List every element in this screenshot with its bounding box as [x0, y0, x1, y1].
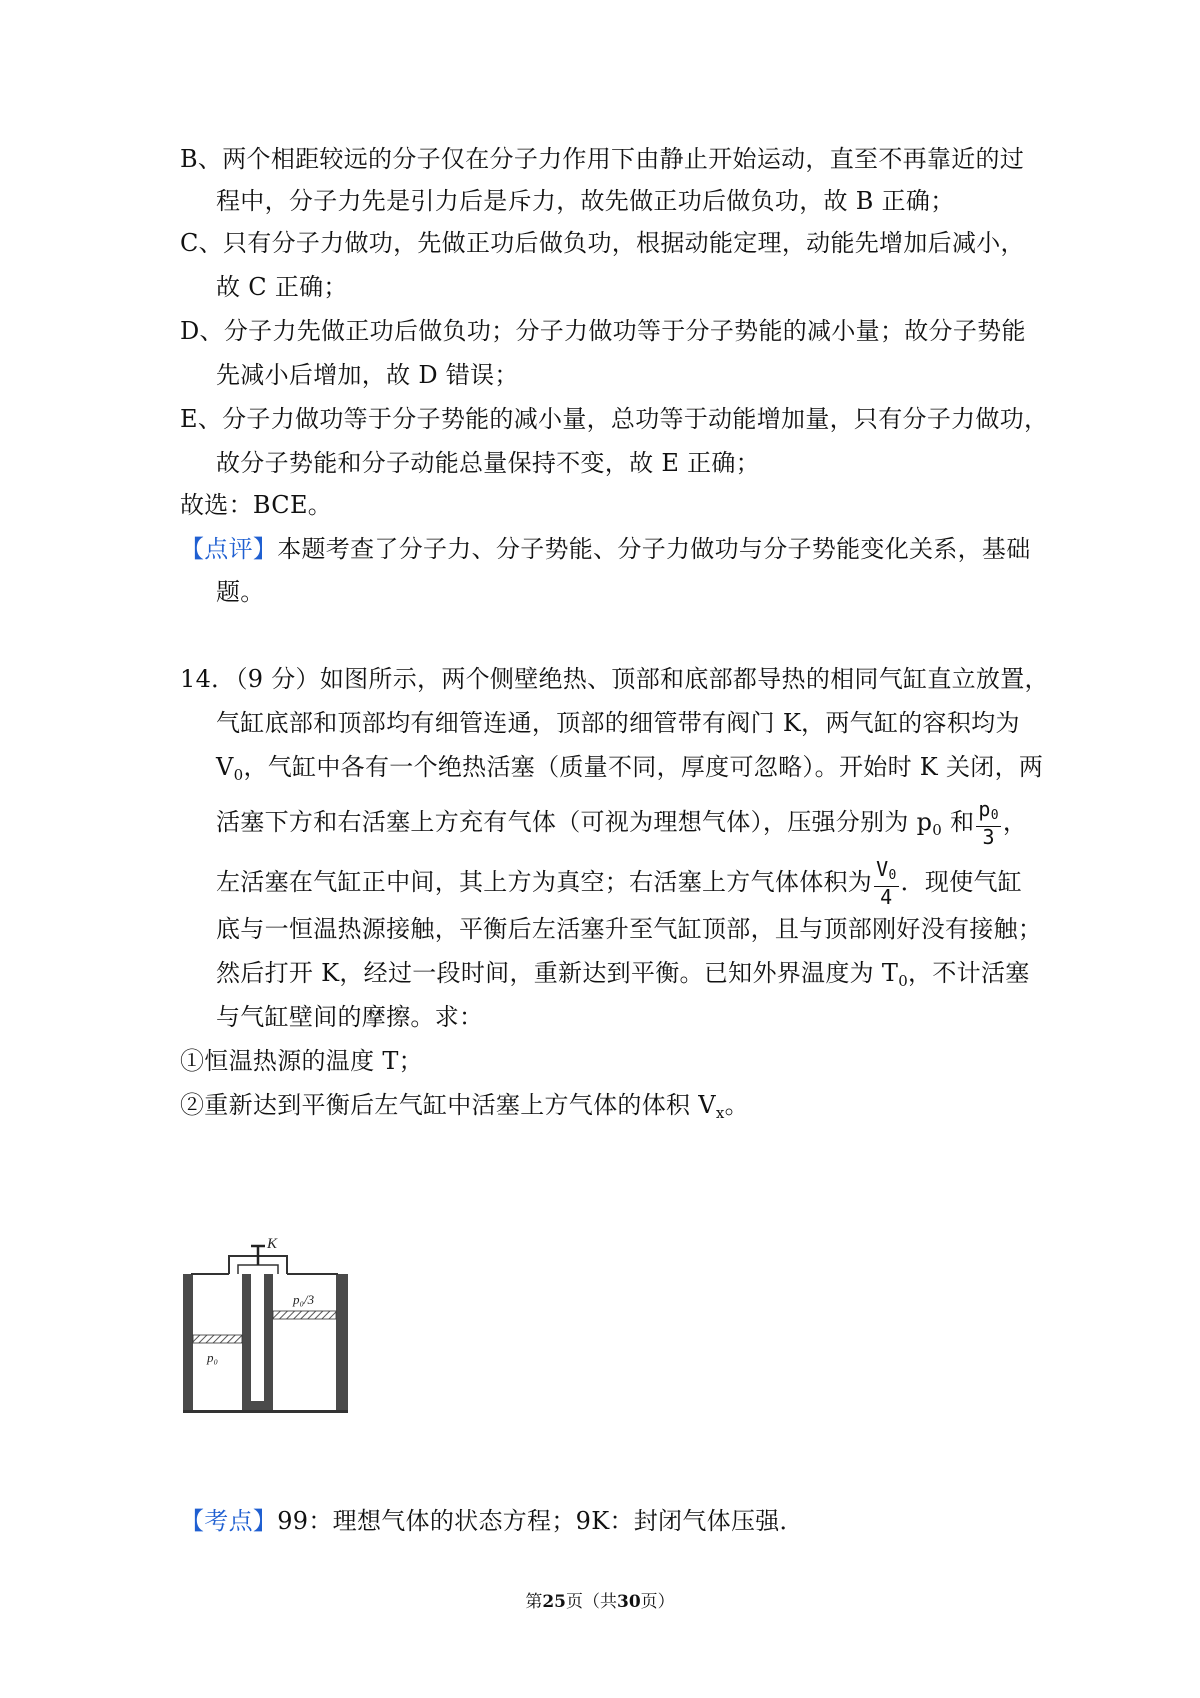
valve-label: K [267, 1238, 278, 1252]
option-e-line-2: 故分子势能和分子动能总量保持不变，故 E 正确； [216, 449, 760, 477]
question-line-3 [216, 752, 1043, 790]
right-cylinder-inner-wall [264, 1274, 273, 1408]
p0-subscript: 0 [932, 821, 943, 839]
page-footer [0, 1591, 1200, 1613]
fraction-2-numerator-subscript: 0 [888, 868, 897, 883]
left-cylinder-inner-wall [242, 1274, 251, 1408]
question-line-7 [216, 958, 1030, 996]
question-line-8: 与气缸壁间的摩擦。求： [216, 1003, 484, 1031]
question-line-4-text: 活塞下方和右活塞上方充有气体（可视为理想气体），压强分别为 p [216, 808, 933, 836]
question-line-6: 底与一恒温热源接触，平衡后左活塞升至气缸顶部，且与顶部刚好没有接触； [216, 915, 1043, 943]
right-pressure-label: p₀/3 [293, 1292, 315, 1307]
comment-text-1: 本题考查了分子力、分子势能、分子力做功与分子势能变化关系，基础 [277, 535, 1031, 563]
option-c-line-1: C、只有分子力做功，先做正功后做负功，根据动能定理，动能先增加后减小， [180, 229, 1025, 257]
left-piston [193, 1335, 242, 1343]
t0-subscript: 0 [898, 972, 909, 990]
sub-question-2-period: 。 [724, 1091, 749, 1119]
question-line-7-text: 然后打开 K，经过一段时间，重新达到平衡。已知外界温度为 T [216, 959, 899, 987]
sub-question-2 [180, 1090, 749, 1128]
kaodian-line [180, 1506, 804, 1536]
kaodian-text: 99：理想气体的状态方程；9K：封闭气体压强． [277, 1507, 804, 1535]
comment-line-1 [180, 534, 1031, 564]
footer-prefix: 第 [525, 1592, 543, 1612]
question-line-7-tail: ，不计活塞 [908, 959, 1030, 987]
fraction-p0-over-3 [976, 797, 1000, 849]
question-line-4 [216, 797, 1028, 849]
fraction-1-numerator: p [978, 797, 991, 821]
cylinder-base [183, 1410, 348, 1413]
question-line-3-text: ，气缸中各有一个绝热活塞（质量不同，厚度可忽略）。开始时 K 关闭，两 [243, 753, 1044, 781]
fraction-2-denominator: 4 [880, 885, 893, 909]
comment-line-2: 题。 [216, 578, 265, 606]
left-pressure-label: p₀ [207, 1350, 219, 1365]
question-line-5-tail: ．现使气缸 [900, 868, 1023, 896]
fraction-1-numerator-subscript: 0 [990, 808, 999, 823]
answer-line: 故选：BCE。 [180, 491, 333, 519]
right-piston [273, 1311, 336, 1319]
option-b-line-1: B、两个相距较远的分子仅在分子力作用下由静止开始运动，直至不再靠近的过 [180, 145, 1025, 173]
total-page-count: 30 [617, 1592, 641, 1612]
comment-label: 【点评】 [180, 535, 278, 563]
question-line-4-comma: ， [1002, 808, 1028, 836]
left-cylinder-outer-wall [183, 1274, 193, 1412]
cylinder-figure [183, 1238, 363, 1418]
question-line-5 [216, 857, 1023, 909]
current-page-number: 25 [542, 1592, 566, 1612]
option-e-line-1: E、分子力做功等于分子势能的减小量，总功等于动能增加量，只有分子力做功， [180, 405, 1049, 433]
option-b-line-2: 程中，分子力先是引力后是斥力，故先做正功后做负功，故 B 正确； [216, 187, 955, 215]
vx-subscript: x [715, 1104, 725, 1122]
question-line-5-text: 左活塞在气缸正中间，其上方为真空；右活塞上方气体体积为 [216, 868, 873, 896]
sub-question-2-text: ②重新达到平衡后左气缸中活塞上方气体的体积 V [180, 1091, 716, 1119]
fraction-2-numerator: V [876, 857, 889, 881]
top-tube-inner [238, 1265, 278, 1274]
option-c-line-2: 故 C 正确； [216, 273, 348, 301]
right-cylinder-outer-wall [336, 1274, 348, 1412]
v0-subscript: 0 [233, 766, 244, 784]
v0-symbol: V [216, 753, 234, 781]
fraction-v0-over-4 [874, 857, 898, 909]
footer-middle: 页（共 [566, 1592, 617, 1612]
option-d-line-1: D、分子力先做正功后做负功；分子力做功等于分子势能的减小量；故分子势能 [180, 317, 1026, 345]
bottom-connecting-tube [242, 1401, 273, 1410]
question-line-1: 14．（9 分）如图所示，两个侧壁绝热、顶部和底部都导热的相同气缸直立放置， [180, 665, 1049, 693]
fraction-1-denominator: 3 [982, 825, 995, 849]
option-d-line-2: 先减小后增加，故 D 错误； [216, 361, 519, 389]
kaodian-label: 【考点】 [180, 1507, 278, 1535]
sub-question-1: ①恒温热源的温度 T； [180, 1047, 423, 1075]
question-line-4-and: 和 [942, 808, 975, 836]
footer-suffix: 页） [640, 1592, 675, 1612]
question-line-2: 气缸底部和顶部均有细管连通，顶部的细管带有阀门 K，两气缸的容积均为 [216, 709, 1020, 737]
two-cylinder-diagram [183, 1238, 363, 1414]
